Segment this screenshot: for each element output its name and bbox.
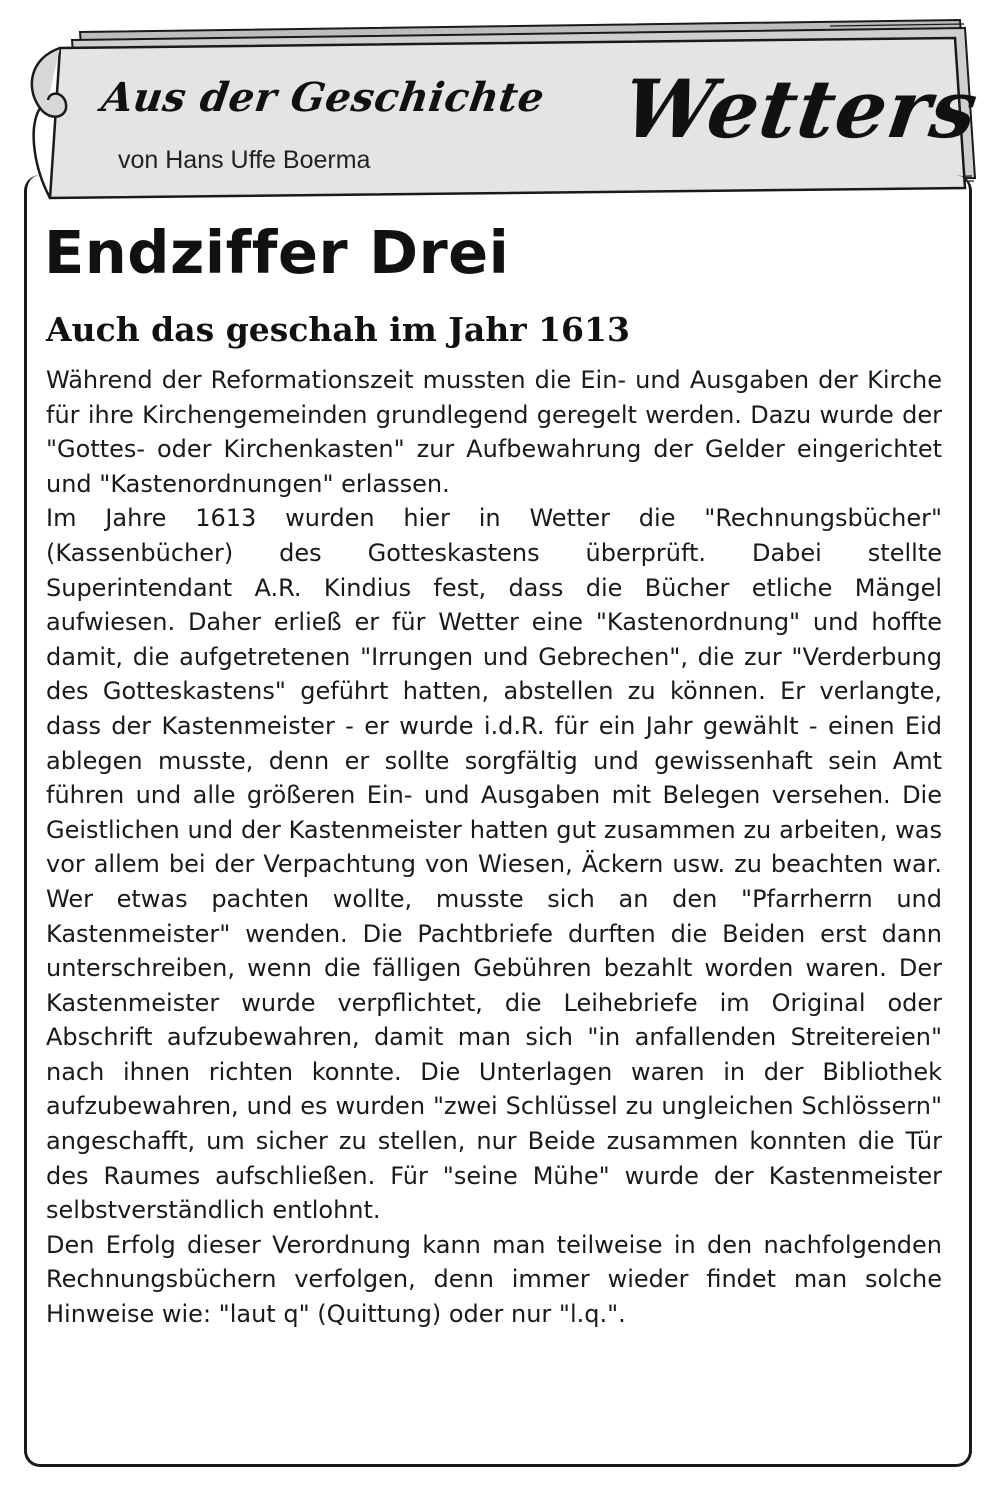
paragraph-conclusion: Den Erfolg dieser Verordnung kann man teilweise in den nachfolgenden Rechnungsbüchern verfolgen, denn immer wieder findet man solche Hinweise wie: "laut q" (Quittung) oder nur "l.q.". [46,1230,942,1329]
article-body [46,363,942,1332]
article-headline: Endziffer Drei [44,218,510,287]
paragraph-intro: Während der Reformationszeit mussten die Ein- und Ausgaben der Kirche für ihre Kirchengemeinden grundlegend geregelt werden. Dazu wurde der "Gottes- oder Kirchenkasten" zur Aufbewahrung der Gelder eingerichtet und "Kastenordnungen" erlassen. [46,366,942,498]
paragraph-main: Im Jahre 1613 wurden hier in Wetter die "Rechnungsbücher" (Kassenbücher) des Gotteskastens überprüft. Dabei stellte Superintendant A.R. Kindius fest, dass die Bücher etliche Mängel aufwiesen. Daher erließ er für Wetter eine "Kastenordnung" und hoffte damit, die aufgetretenen "Irrungen und Gebrechen", die zur "Verderbung des Gotteskastens" geführt hatten, abstellen zu können. Er verlangte, dass der Kastenmeister - er wurde i.d.R. für ein Jahr gewählt - einen Eid ablegen musste, denn er sollte sorgfältig und gewissenhaft sein Amt führen und alle größeren Ein- und Ausgaben mit Belegen versehen. Die Geistlichen und der Kastenmeister hatten gut zusammen zu arbeiten, was vor allem bei der Verpachtung von Wiesen, Äckern usw. zu beachten war. Wer etwas pachten wollte, musste sich an den "Pfarrherrn und Kastenmeister" wenden. Die Pachtbriefe durften die Beiden erst dann unterschreiben, wenn die fälligen Gebühren bezahlt worden waren. Der Kastenmeister wurde verpflichtet, die Leihebriefe im Original oder Abschrift aufzubewahren, damit man sich "in anfallenden Streitereien" nach ihnen richten konnte. Die Unterlagen waren in der Bibliothek aufzubewahren, und es wurden "zwei Schlüssel zu ungleichen Schlössern" angeschafft, um sicher zu stellen, nur Beide zusammen konnten die Tür des Raumes aufschließen. Für "seine Mühe" wurde der Kastenmeister selbstverständlich entlohnt. [46,504,942,1225]
article-subheadline: Auch das geschah im Jahr 1613 [46,310,630,349]
series-title: Aus der Geschichte [98,74,548,121]
series-title-place: Wetters [617,62,984,156]
author-byline: von Hans Uffe Boerma [118,146,371,174]
